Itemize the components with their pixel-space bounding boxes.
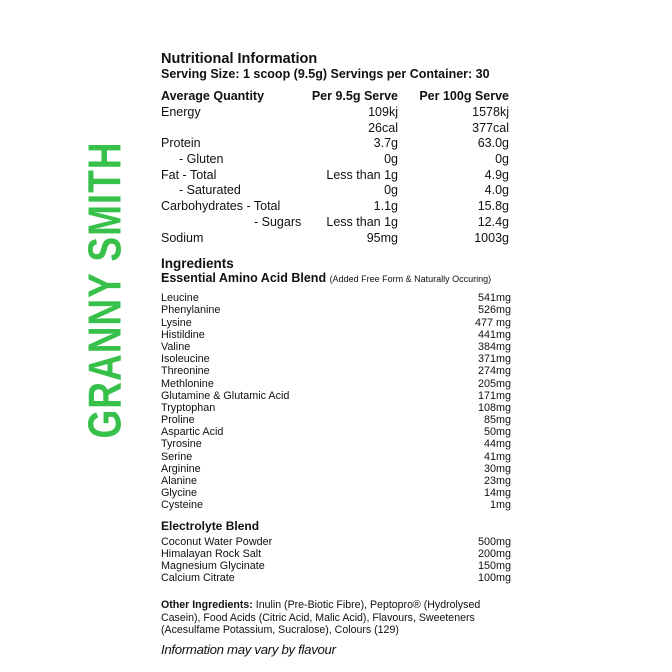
per-100g-value: 1578kj xyxy=(472,105,509,119)
per-serve-value: 1.1g xyxy=(373,199,398,214)
nutrient-label: Protein xyxy=(161,136,201,151)
ingredient-amount: 108mg xyxy=(477,401,511,414)
ingredient-name: Tyrosine xyxy=(161,438,202,451)
list-item xyxy=(161,378,511,390)
list-item xyxy=(161,317,511,329)
serving-info: Serving Size: 1 scoop (9.5g) Servings per Container: 30 xyxy=(161,67,490,81)
per-serve-value: Less than 1g xyxy=(326,214,398,229)
header-per-100g: Per 100g Serve xyxy=(419,89,509,103)
list-item xyxy=(161,536,511,548)
per-100g-value: 0g xyxy=(495,152,509,167)
ingredient-amount: 30mg xyxy=(483,462,511,475)
ingredient-amount: 441mg xyxy=(477,328,511,341)
panel-title: Nutritional Information xyxy=(161,51,318,67)
ingredient-amount: 384mg xyxy=(477,340,511,353)
nutrition-row xyxy=(161,231,511,247)
ingredient-name: Calcium Citrate xyxy=(161,572,235,585)
amino-blend-heading xyxy=(161,271,511,287)
ingredient-name: Alanine xyxy=(161,475,198,487)
amino-list xyxy=(161,292,511,511)
per-100g-value: 63.0g xyxy=(477,136,509,151)
ingredient-name: Himalayan Rock Salt xyxy=(161,547,262,560)
list-item xyxy=(161,353,511,365)
list-item xyxy=(161,572,511,584)
disclaimer: Information may vary by flavour xyxy=(161,641,336,657)
ingredient-name: Proline xyxy=(161,414,195,427)
per-100g-value: 1003g xyxy=(474,230,509,245)
per-serve-value: 95mg xyxy=(366,230,398,245)
ingredient-name: Valine xyxy=(161,340,191,353)
per-100g-value: 15.8g xyxy=(477,199,509,214)
ingredient-amount: 205mg xyxy=(477,377,511,390)
ingredient-name: Tryptophan xyxy=(161,401,216,414)
nutrition-panel xyxy=(161,51,511,658)
per-serve-value: 3.7g xyxy=(373,136,398,151)
nutrition-table xyxy=(161,88,511,246)
ingredient-name: Cysteine xyxy=(161,499,204,512)
list-item xyxy=(161,304,511,316)
list-item xyxy=(161,487,511,499)
header-average-quantity: Average Quantity xyxy=(161,89,265,103)
list-item xyxy=(161,402,511,414)
ingredient-name: Magnesium Glycinate xyxy=(161,559,265,572)
ingredient-amount: 477 mg xyxy=(474,316,511,329)
nutrition-row xyxy=(161,152,511,168)
per-serve-value: 0g xyxy=(384,183,398,198)
ingredient-amount: 44mg xyxy=(483,438,511,451)
per-serve-value: 26cal xyxy=(368,120,398,135)
per-serve-value: Less than 1g xyxy=(326,167,398,182)
ingredient-amount: 200mg xyxy=(477,547,511,560)
list-item xyxy=(161,365,511,377)
nutrition-row xyxy=(161,136,511,152)
ingredient-name: Threonine xyxy=(161,365,210,378)
list-item xyxy=(161,451,511,463)
ingredient-amount: 100mg xyxy=(477,572,511,585)
ingredient-name: Glycine xyxy=(161,487,198,500)
flavour-text: GRANNY SMITH xyxy=(79,141,131,439)
nutrient-label: Fat - Total xyxy=(161,167,217,182)
nutrition-row xyxy=(161,121,511,137)
ingredient-amount: 23mg xyxy=(483,475,511,487)
ingredient-amount: 41mg xyxy=(483,450,511,463)
list-item xyxy=(161,560,511,572)
ingredient-amount: 371mg xyxy=(477,353,511,366)
per-serve-value: 0g xyxy=(384,152,398,167)
ingredient-amount: 171mg xyxy=(477,389,511,402)
ingredient-name: Coconut Water Powder xyxy=(161,535,273,548)
nutrition-header-row xyxy=(161,88,511,105)
ingredient-amount: 500mg xyxy=(477,535,511,548)
ingredient-amount: 50mg xyxy=(483,426,511,439)
list-item xyxy=(161,426,511,438)
per-serve-value: 109kj xyxy=(368,105,398,119)
nutrient-label: - Sugars xyxy=(254,214,302,229)
nutrition-row xyxy=(161,183,511,199)
header-per-serve: Per 9.5g Serve xyxy=(311,89,398,103)
nutrition-row xyxy=(161,199,511,215)
ingredient-amount: 1mg xyxy=(489,499,511,512)
amino-blend-note: (Added Free Form & Naturally Occuring) xyxy=(329,274,492,285)
list-item xyxy=(161,341,511,353)
list-item xyxy=(161,475,511,487)
ingredient-name: Histildine xyxy=(161,328,205,341)
nutrition-row xyxy=(161,215,511,231)
ingredient-name: Leucine xyxy=(161,292,199,305)
ingredient-amount: 14mg xyxy=(483,487,511,500)
ingredient-amount: 85mg xyxy=(483,414,511,427)
nutrient-label: Carbohydrates - Total xyxy=(161,199,281,214)
per-100g-value: 4.0g xyxy=(484,183,509,198)
list-item xyxy=(161,499,511,511)
per-100g-value: 4.9g xyxy=(484,167,509,182)
list-item xyxy=(161,438,511,450)
other-ingredients-text: Inulin (Pre-Biotic Fibre), Peptopro® (Hydrolysed Casein), Food Acids (Citric Acid, Malic Acid), Flavours, Sweeteners (Acesulfame Potassium, Sucralose), Colours (129) xyxy=(161,599,481,637)
ingredient-name: Phenylanine xyxy=(161,304,221,317)
nutrient-label: - Gluten xyxy=(179,152,224,167)
ingredient-amount: 150mg xyxy=(477,559,511,572)
electrolyte-blend-title: Electrolyte Blend xyxy=(161,518,260,533)
list-item xyxy=(161,463,511,475)
ingredient-amount: 526mg xyxy=(477,304,511,317)
ingredient-name: Isoleucine xyxy=(161,353,210,366)
amino-blend-title: Essential Amino Acid Blend xyxy=(161,271,327,286)
ingredient-amount: 274mg xyxy=(477,365,511,378)
nutrition-row xyxy=(161,168,511,184)
nutrient-label: Sodium xyxy=(161,230,204,245)
ingredient-amount: 541mg xyxy=(477,292,511,305)
nutrition-row xyxy=(161,105,511,121)
ingredient-name: Methlonine xyxy=(161,377,214,390)
list-item xyxy=(161,390,511,402)
nutrient-label: - Saturated xyxy=(179,183,241,198)
per-100g-value: 12.4g xyxy=(477,214,509,229)
ingredient-name: Lysine xyxy=(161,316,192,329)
ingredients-title: Ingredients xyxy=(161,256,234,272)
ingredient-name: Arginine xyxy=(161,462,201,475)
list-item xyxy=(161,292,511,304)
ingredient-name: Aspartic Acid xyxy=(161,426,224,439)
list-item xyxy=(161,414,511,426)
ingredient-name: Serine xyxy=(161,450,193,463)
list-item xyxy=(161,329,511,341)
other-ingredients xyxy=(161,599,511,636)
electrolyte-list xyxy=(161,536,511,585)
list-item xyxy=(161,548,511,560)
ingredient-name: Glutamine & Glutamic Acid xyxy=(161,389,290,402)
other-ingredients-label: Other Ingredients: xyxy=(161,599,253,612)
nutrient-label: Energy xyxy=(161,105,201,119)
per-100g-value: 377cal xyxy=(472,120,509,135)
